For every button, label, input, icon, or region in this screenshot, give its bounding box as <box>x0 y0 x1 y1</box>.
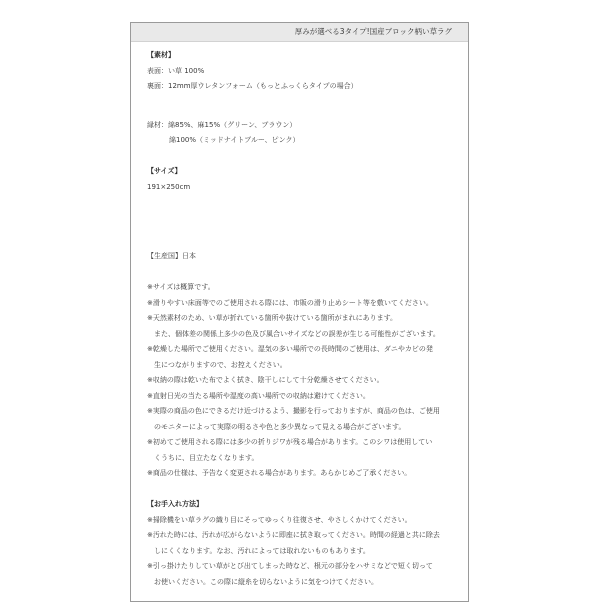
note-line: ※サイズは概算です。 <box>147 283 215 291</box>
note-line: 生につながりますので、お控えください。 <box>147 360 287 369</box>
care-line: しにくくなります。なお、汚れによっては取れないものもあります。 <box>147 546 370 555</box>
material-line: 表面：い草 100% <box>147 66 205 75</box>
note-line: ※滑りやすい床面等でのご使用される際には、市販の滑り止めシート等を敷いてください。 <box>147 298 433 307</box>
size-heading: 【サイズ】 <box>147 167 182 175</box>
thread-line: 縁材：綿85%、麻15%（グリーン、ブラウン） <box>147 120 297 129</box>
care-line: ※引っ掛けたりしてい草がとび出てしまった時など、根元の部分をハサミなどで短く切って <box>147 562 433 570</box>
note-line: ※乾燥した場所でご使用ください。湿気の多い場所での長時間のご使用は、ダニやカビの発 <box>147 345 433 353</box>
panel-title: 厚みが選べる3タイプ!国産ブロック柄い草ラグ <box>131 23 468 42</box>
note-line: くうちに、目立たなくなります。 <box>147 453 259 462</box>
size-value: 191×250cm <box>147 182 191 191</box>
care-line: ※汚れた時には、汚れが広がらないように即座に拭き取ってください。時間の経過と共に除去 <box>147 531 440 539</box>
note-line: のモニターによって実際の明るさや色と多少異なって見える場合がございます。 <box>147 422 406 431</box>
note-line: ※商品の仕様は、予告なく変更される場合があります。あらかじめご了承ください。 <box>147 469 412 477</box>
panel-content <box>131 42 468 590</box>
care-line: お使いください。この際に縦糸を切らないように気をつけてください。 <box>147 577 378 586</box>
material-heading: 【素材】 <box>147 51 175 59</box>
note-line: ※初めてご使用される際には多少の折りジワが残る場合があります。このシワは使用してい <box>147 438 433 446</box>
note-line: ※天然素材のため、い草が折れている箇所や抜けている箇所がまれにあります。 <box>147 314 398 322</box>
note-line: ※実際の商品の色にできるだけ近づけるよう、撮影を行っておりますが、商品の色は、ご使用 <box>147 407 440 415</box>
care-line: ※掃除機をい草ラグの織り目にそってゆっくり往復させ、やさしくかけてください。 <box>147 515 412 524</box>
care-heading: 【お手入れ方法】 <box>147 500 203 508</box>
origin-text: 【生産国】日本 <box>147 252 196 260</box>
note-line: ※直射日光の当たる場所や湿度の高い場所での収納は避けてください。 <box>147 391 370 400</box>
material-line: 裏面：12mm厚ウレタンフォーム（もっとふっくらタイプの場合） <box>147 82 358 90</box>
product-info-panel <box>130 22 469 602</box>
note-line: また、個体差の関係上多少の色及び風合いサイズなどの誤差が生じる可能性がございます。 <box>147 329 440 338</box>
thread-line: 綿100%（ミッドナイトブルー、ピンク） <box>169 136 300 144</box>
note-line: ※収納の際は乾いた布でよく拭き、陰干しにして十分乾燥させてください。 <box>147 376 384 384</box>
